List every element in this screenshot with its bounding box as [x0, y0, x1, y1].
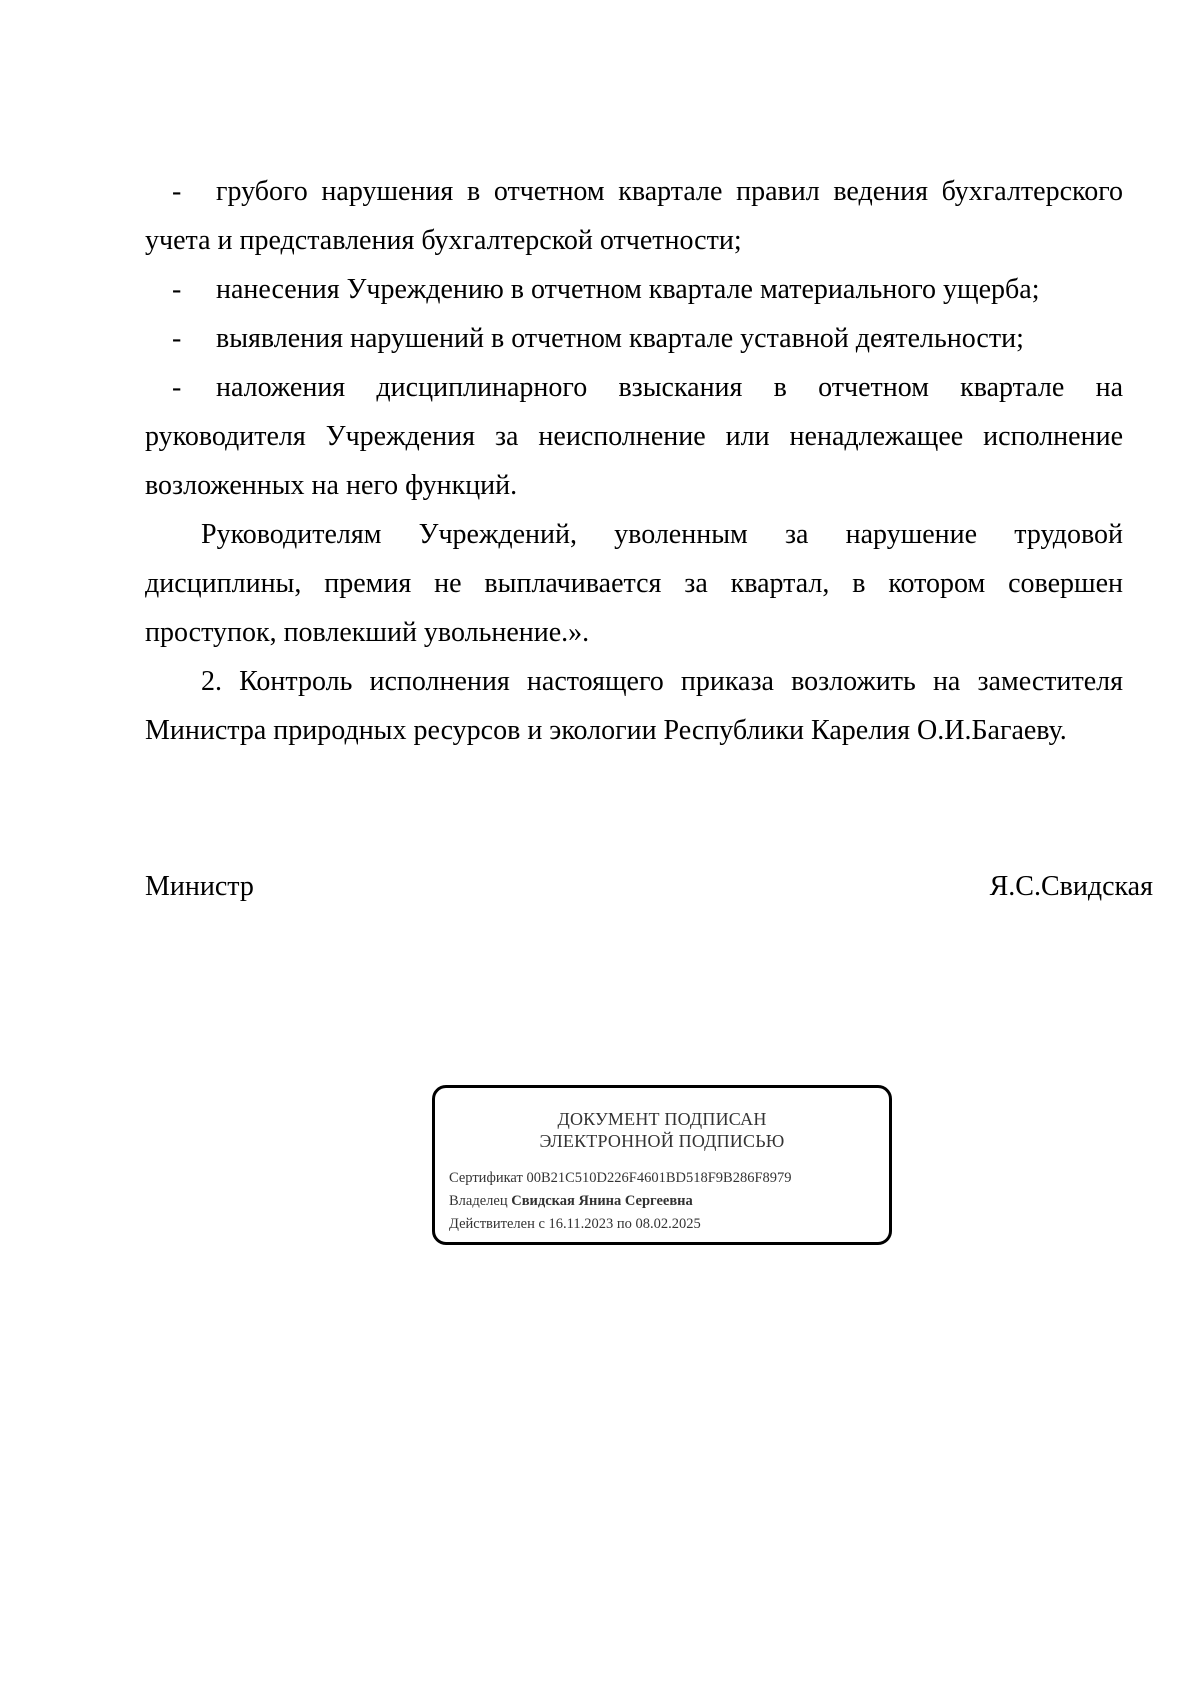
- signatory-position: Министр: [145, 871, 254, 902]
- certificate-label: Сертификат: [449, 1170, 523, 1186]
- bullet-item: [145, 314, 1123, 363]
- valid-to: 08.02.2025: [635, 1216, 701, 1232]
- bullet-marker: -: [172, 323, 182, 354]
- bullet-text: выявления нарушений в отчетном квартале уставной деятельности;: [216, 323, 1024, 354]
- stamp-owner: [449, 1190, 889, 1213]
- bullet-marker: -: [172, 176, 182, 207]
- stamp-validity: [449, 1213, 889, 1236]
- valid-label: Действителен: [449, 1216, 535, 1232]
- bullet-text: нанесения Учреждению в отчетном квартале материального ущерба;: [216, 274, 1040, 305]
- bullet-text: грубого нарушения в отчетном квартале правил ведения бухгалтерского: [216, 176, 1123, 207]
- stamp-title-line: ЭЛЕКТРОННОЙ ПОДПИСЬЮ: [539, 1131, 785, 1151]
- valid-to-label: по: [616, 1216, 632, 1232]
- signature-block: [145, 867, 1153, 907]
- valid-from-label: с: [538, 1216, 545, 1232]
- bullet-item: [145, 167, 1123, 216]
- bullet-item: [145, 363, 1123, 412]
- bullet-marker: -: [172, 372, 182, 403]
- paragraph-line: дисциплины, премия не выплачивается за квартал, в котором совершен: [145, 568, 1123, 599]
- signatory-name: Я.С.Свидская: [989, 871, 1153, 902]
- bullet-item: [145, 265, 1123, 314]
- electronic-signature-stamp: [432, 1085, 892, 1245]
- owner-label: Владелец: [449, 1193, 508, 1209]
- bullet-text: наложения дисциплинарного взыскания в отчетном квартале на: [216, 372, 1123, 403]
- owner-value: Свидская Янина Сергеевна: [511, 1193, 693, 1209]
- certificate-value: 00B21C510D226F4601BD518F9B286F8979: [526, 1170, 792, 1186]
- bullet-marker: -: [172, 274, 182, 305]
- bullet-continuation: руководителя Учреждения за неисполнение или ненадлежащее исполнение: [145, 421, 1123, 452]
- paragraph-line: 2. Контроль исполнения настоящего приказа возложить на заместителя: [201, 666, 1123, 697]
- paragraph-line: Министра природных ресурсов и экологии Республики Карелия О.И.Багаеву.: [145, 715, 1067, 746]
- bullet-continuation: возложенных на него функций.: [145, 470, 518, 501]
- paragraph-line: проступок, повлекший увольнение.».: [145, 617, 590, 648]
- stamp-title-line: ДОКУМЕНТ ПОДПИСАН: [557, 1109, 767, 1129]
- stamp-certificate: [449, 1167, 889, 1190]
- paragraph-line: Руководителям Учреждений, уволенным за нарушение трудовой: [201, 519, 1123, 550]
- bullet-continuation: учета и представления бухгалтерской отчетности;: [145, 225, 742, 256]
- document-body: [145, 167, 1123, 755]
- stamp-details: [435, 1167, 889, 1236]
- stamp-title: [435, 1108, 889, 1152]
- valid-from: 16.11.2023: [548, 1216, 614, 1232]
